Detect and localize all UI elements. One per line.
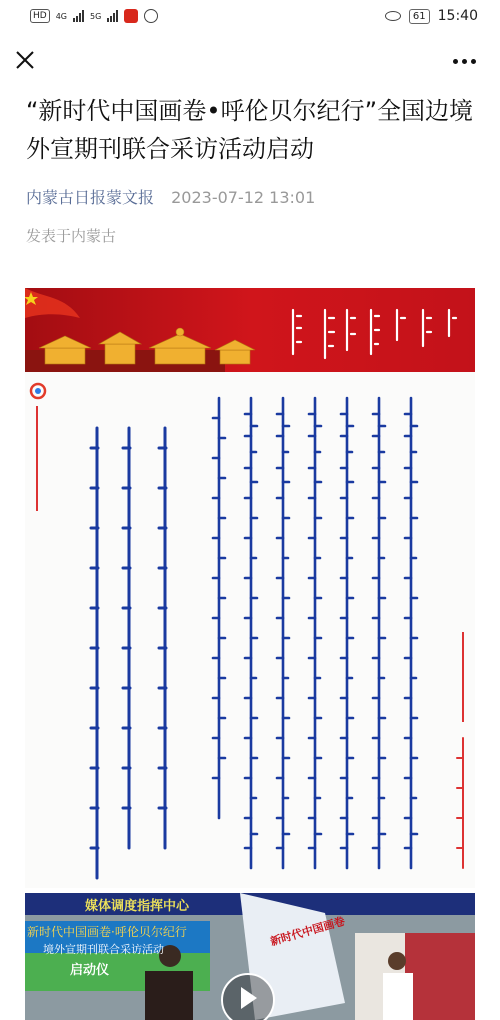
- close-button[interactable]: [12, 47, 40, 75]
- clock: 15:40: [437, 8, 478, 24]
- network-badge: HD: [30, 9, 50, 23]
- eye-icon: [385, 11, 401, 21]
- signal-1-label: 4G: [55, 11, 67, 21]
- signal-2-icon: [107, 10, 118, 22]
- article-image[interactable]: [25, 288, 475, 888]
- status-right: [385, 8, 478, 24]
- more-icon: [453, 59, 458, 64]
- screen-subtitle-text: 境外宣期刊联合采访活动: [43, 943, 164, 956]
- chat-icon: [144, 9, 158, 23]
- source-link[interactable]: 内蒙古日报蒙文报: [26, 188, 155, 207]
- play-button[interactable]: [221, 973, 275, 1020]
- article-photo[interactable]: [25, 893, 475, 1020]
- publish-location: 发表于内蒙古: [26, 227, 117, 245]
- top-bar: [0, 32, 500, 90]
- close-icon: [12, 47, 40, 75]
- more-button[interactable]: [450, 51, 478, 71]
- flag-text: 新时代中国画卷: [268, 914, 347, 949]
- signal-2-label: 5G: [90, 11, 102, 21]
- mongolian-text-block: [25, 378, 475, 888]
- status-left: [30, 9, 158, 23]
- screen-ceremony-text: 启动仪: [70, 963, 110, 978]
- article-title: “新时代中国画卷•呼伦贝尔纪行”全国边境外宣期刊联合采访活动启动: [26, 97, 474, 163]
- play-icon: [221, 973, 271, 1020]
- notification-icon: [124, 9, 138, 23]
- status-bar: [0, 0, 500, 32]
- publish-datetime: 2023-07-12 13:01: [171, 188, 316, 207]
- article-meta: [26, 185, 315, 208]
- screen-banner-text: 新时代中国画卷·呼伦贝尔纪行: [27, 925, 187, 939]
- signal-1-icon: [73, 10, 84, 22]
- battery-indicator: 61: [409, 9, 430, 24]
- banner-graphic: [25, 288, 475, 372]
- top-sign-text: 媒体调度指挥中心: [85, 899, 190, 914]
